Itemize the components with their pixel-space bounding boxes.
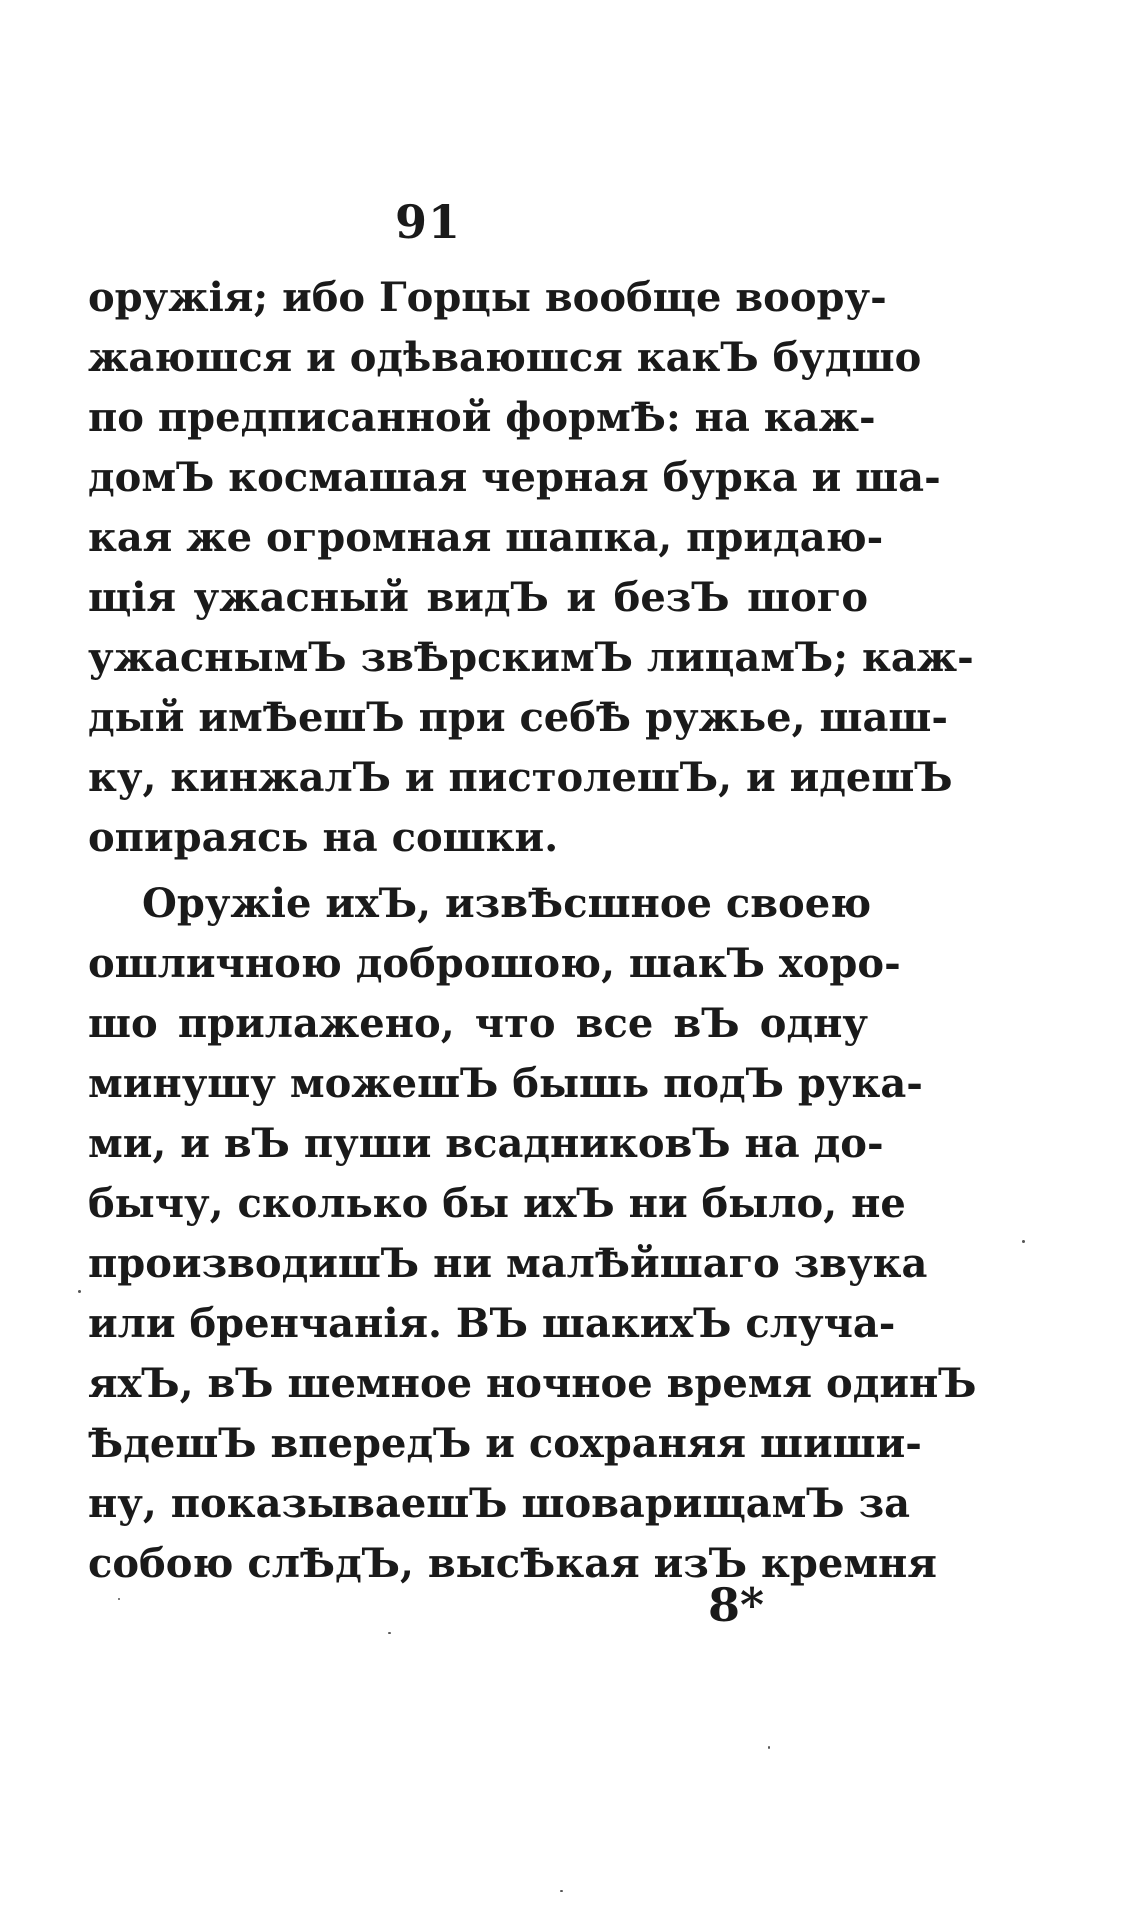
text-line: Оружiе ихЪ, извѢсшное своею [142,880,872,927]
signature-mark: 8* [708,1578,765,1632]
scan-speck [118,1598,120,1600]
text-line: ужаснымЪ звѢрскимЪ лицамЪ; каж- [88,634,974,681]
scan-speck [560,1890,563,1892]
text-line: щiя ужасный видЪ и безЪ шого [88,574,868,621]
text-line: бычу, сколько бы ихЪ ни было, не [88,1180,906,1227]
paragraph-1 [88,268,974,868]
scan-speck [388,1632,391,1634]
text-line: ку, кинжалЪ и пистолешЪ, и идешЪ [88,754,953,801]
text-line: кая же огромная шапка, придаю- [88,514,884,561]
scan-speck [768,1746,770,1749]
text-line: производишЪ ни малѢйшаго звука [88,1240,928,1287]
scan-speck [1022,1240,1025,1243]
page-number: 91 [395,195,462,249]
text-line: собою слѢдЪ, высѢкая изЪ кремня [88,1540,937,1587]
text-line: опираясь на сошки. [88,814,559,861]
text-line: шо прилажено, что все вЪ одну [88,1000,868,1047]
text-line: минушу можешЪ бышь подЪ рука- [88,1060,923,1107]
text-line: ошличною доброшою, шакЪ хоро- [88,940,901,987]
text-line: ну, показываешЪ шоварищамЪ за [88,1480,911,1527]
text-line: оружiя; ибо Горцы вообще воору- [88,274,887,321]
text-line: или бренчанiя. ВЪ шакихЪ случа- [88,1300,896,1347]
text-line: жаюшся и одѣваюшся какЪ будшо [88,334,922,381]
paragraph-2 [88,874,977,1594]
text-line: по предписанной формѢ: на каж- [88,394,876,441]
body-text [88,268,977,1594]
text-line: яхЪ, вЪ шемное ночное время одинЪ [88,1360,977,1407]
scan-speck [78,1290,81,1293]
text-line: дый имѢешЪ при себѢ ружье, шаш- [88,694,948,741]
text-line: ми, и вЪ пуши всадниковЪ на до- [88,1120,884,1167]
text-line: ѢдешЪ впередЪ и сохраняя шиши- [88,1420,922,1467]
text-line: домЪ космашая черная бурка и ша- [88,454,941,501]
